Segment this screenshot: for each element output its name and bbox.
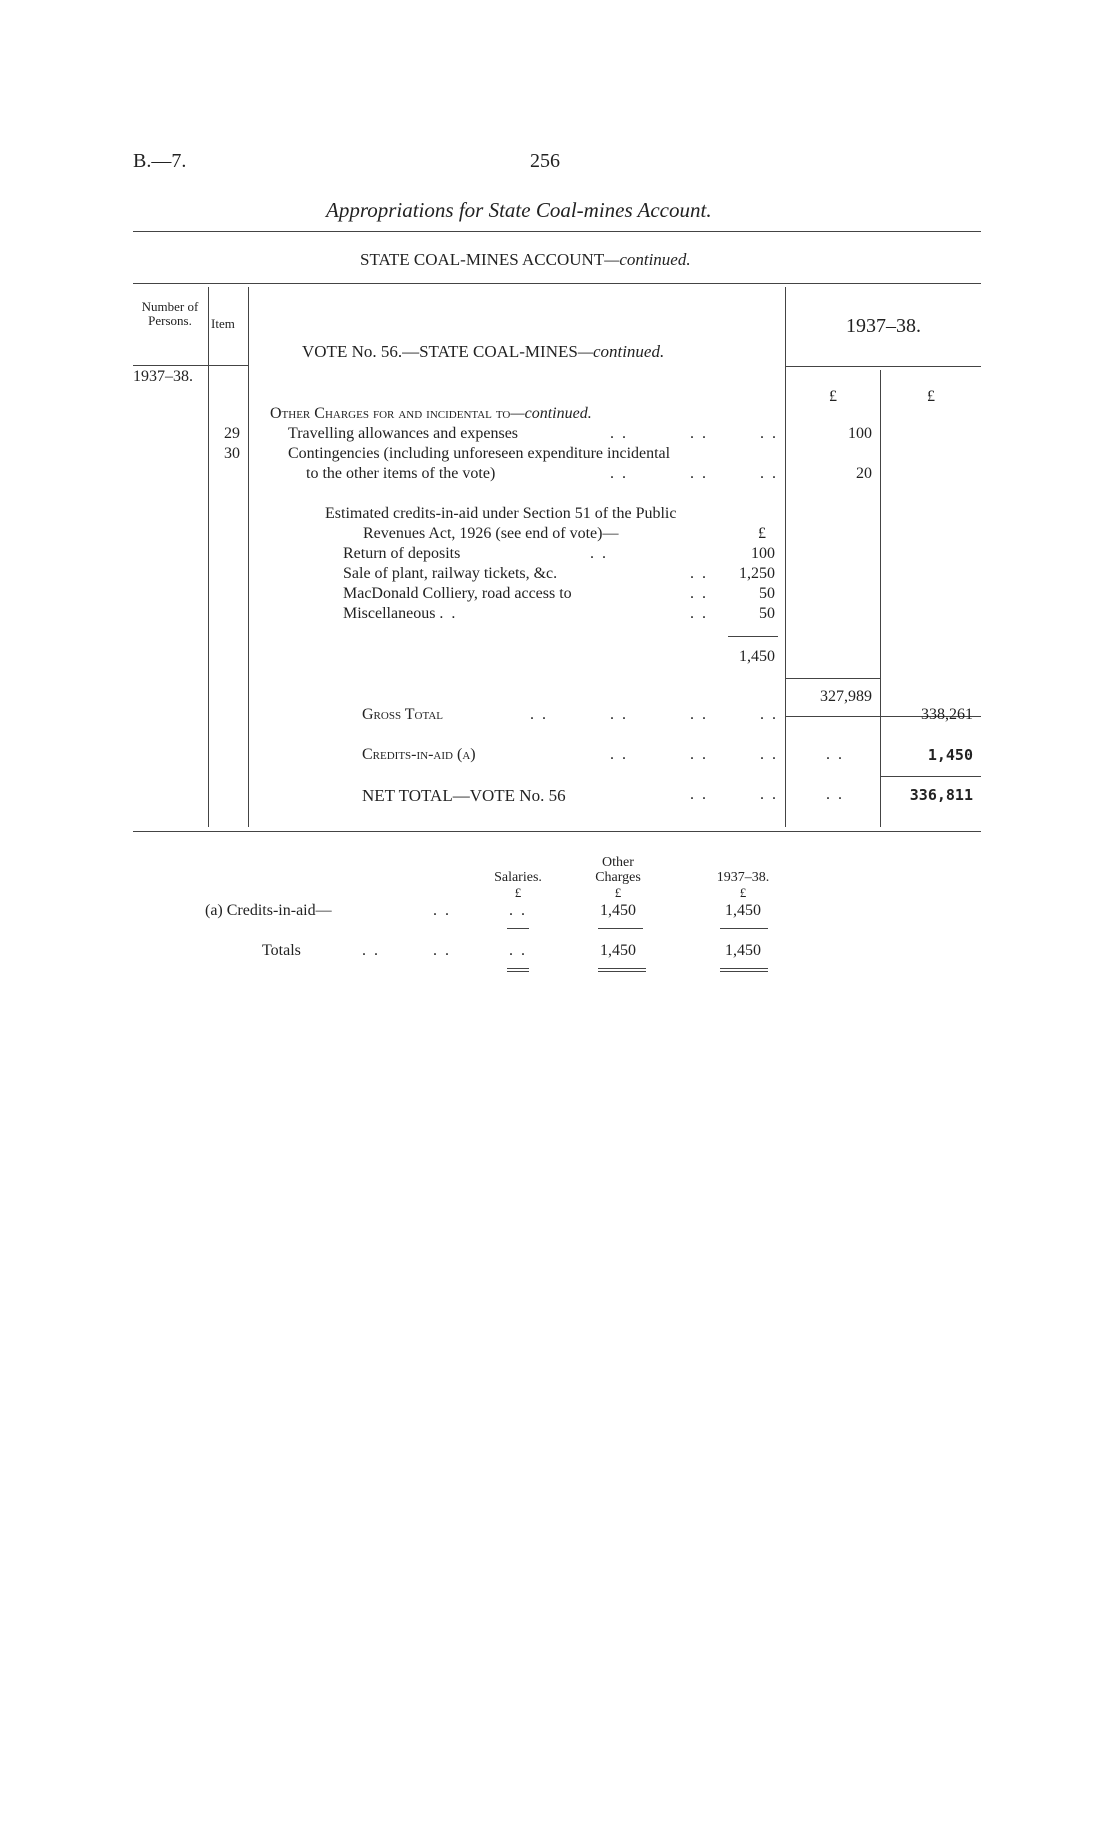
credit-dots-deposits: . . [590, 545, 608, 562]
credit-dots-plant: . . [690, 565, 708, 582]
item-dots-30b: . . [690, 465, 708, 482]
summary-double-rule-year-1 [720, 968, 768, 969]
section-heading [270, 405, 592, 423]
summary-double-rule-year-2 [720, 971, 768, 972]
summary-row1-label: (a) Credits-in-aid— [205, 902, 332, 919]
credit-label-misc [343, 605, 457, 623]
item-value-30: 20 [856, 465, 872, 482]
table-bottom-rule [133, 831, 981, 832]
summary-double-rule-salaries-2 [507, 971, 529, 972]
credit-value-macdonald: 50 [759, 585, 775, 602]
account-title-text: STATE COAL-MINES ACCOUNT [360, 250, 605, 269]
credit-dots-macdonald: . . [690, 585, 708, 602]
credits-dots-2: . . [610, 746, 628, 763]
net-total-label: NET TOTAL—VOTE No. 56 [362, 786, 566, 805]
subtotal-value: 327,989 [820, 688, 872, 705]
summary-row2-dots-2: . . [433, 942, 451, 959]
credits-total-rule [728, 636, 778, 637]
summary-rule-salaries [507, 928, 529, 929]
item-label-30: Contingencies (including unforeseen expenditure incidental [288, 445, 671, 462]
credits-currency: £ [758, 525, 766, 542]
credits-total: 1,450 [739, 648, 775, 665]
item-label-29: Travelling allowances and expenses [288, 425, 519, 442]
gross-dots-1: . . [530, 706, 548, 723]
page-number: 256 [530, 150, 560, 172]
net-dots-4: . . [760, 786, 778, 803]
item-dots-30c: . . [760, 465, 778, 482]
item-header: Item [211, 316, 235, 331]
summary-row2-other: 1,450 [600, 942, 636, 959]
summary-row2-dots-1: . . [362, 942, 380, 959]
item-value-29: 100 [848, 425, 872, 442]
item-label-30-cont: to the other items of the vote) [306, 465, 496, 482]
vote-title [302, 342, 664, 362]
table-top-rule [133, 283, 981, 284]
year-header-rule [785, 366, 981, 367]
section-heading-text: Other Charges for and incidental to [270, 405, 511, 422]
summary-row1-year: 1,450 [725, 902, 761, 919]
net-dots-year: . . [826, 786, 844, 803]
summary-header-other [588, 855, 648, 885]
item-column-rule [248, 287, 249, 827]
summary-row1-dots: . . [433, 902, 451, 919]
item-number-29: 29 [224, 425, 240, 442]
persons-header-rule [133, 365, 248, 366]
credits-dots-4: . . [760, 746, 778, 763]
page-reference: B.—7. [133, 150, 187, 172]
summary-currency-salaries: £ [514, 885, 522, 900]
credit-value-plant: 1,250 [739, 565, 775, 582]
item-dots-30: . . [610, 465, 628, 482]
credit-dots-misc-a: . . [439, 605, 458, 622]
account-title [360, 250, 691, 270]
credit-value-misc: 50 [759, 605, 775, 622]
item-dots-29c: . . [760, 425, 778, 442]
credits-intro-line1: Estimated credits-in-aid under Section 51 of the Public [325, 505, 677, 522]
credits-intro-line2: Revenues Act, 1926 (see end of vote)— [363, 525, 619, 542]
gross-dots-2: . . [610, 706, 628, 723]
summary-currency-year: £ [739, 885, 747, 900]
credits-dots-3: . . [690, 746, 708, 763]
number-of-persons-header: Number of Persons. [141, 299, 199, 328]
item-dots-29: . . [610, 425, 628, 442]
summary-double-rule-other-2 [598, 971, 646, 972]
year-header: 1937–38. [846, 315, 921, 337]
section-continued: —continued. [510, 405, 592, 422]
currency-header-right: £ [927, 388, 935, 405]
item-number-30: 30 [224, 445, 240, 462]
item-dots-29b: . . [690, 425, 708, 442]
summary-double-rule-other-1 [598, 968, 646, 969]
gross-total-label: Gross Total [362, 706, 444, 723]
credit-label-misc-text: Miscellaneous [343, 605, 436, 622]
subtotal-top-rule [785, 678, 880, 679]
credit-label-plant: Sale of plant, railway tickets, &c. [343, 565, 558, 582]
summary-row2-salaries: . . [509, 942, 527, 959]
summary-header-other-line1: Other [602, 855, 634, 870]
summary-row1-salaries: . . [509, 902, 527, 919]
credits-value-rule [880, 776, 981, 777]
credit-label-deposits: Return of deposits [343, 545, 461, 562]
credit-dots-misc: . . [690, 605, 708, 622]
gross-dots-4: . . [760, 706, 778, 723]
title-rule [133, 231, 981, 232]
summary-header-year: 1937–38. [716, 870, 770, 885]
gross-total-value: 338,261 [921, 706, 973, 723]
credits-in-aid-label: Credits-in-aid (a) [362, 746, 476, 763]
page-title: Appropriations for State Coal-mines Account. [326, 198, 712, 222]
credit-label-macdonald: MacDonald Colliery, road access to [343, 585, 572, 602]
summary-row2-label: Totals [262, 942, 301, 959]
net-total-value: 336,811 [909, 786, 973, 804]
gross-dots-3: . . [690, 706, 708, 723]
credits-dots-year: . . [826, 746, 844, 763]
summary-rule-other [598, 928, 643, 929]
year-column-rule [785, 287, 786, 827]
persons-year: 1937–38. [133, 368, 193, 385]
currency-header-left: £ [829, 388, 837, 405]
summary-row1-other: 1,450 [600, 902, 636, 919]
credits-in-aid-value: 1,450 [927, 746, 973, 764]
summary-rule-year [720, 928, 768, 929]
summary-double-rule-salaries-1 [507, 968, 529, 969]
account-continued: —continued. [604, 250, 691, 269]
summary-header-salaries: Salaries. [494, 870, 542, 885]
vote-continued: —continued. [577, 342, 665, 361]
persons-column-rule [208, 287, 209, 827]
summary-row2-year: 1,450 [725, 942, 761, 959]
net-dots-3: . . [690, 786, 708, 803]
vote-title-text: VOTE No. 56.—STATE COAL-MINES [302, 342, 578, 361]
credit-value-deposits: 100 [751, 545, 775, 562]
summary-currency-other: £ [614, 885, 622, 900]
summary-header-other-line2: Charges [595, 870, 641, 885]
